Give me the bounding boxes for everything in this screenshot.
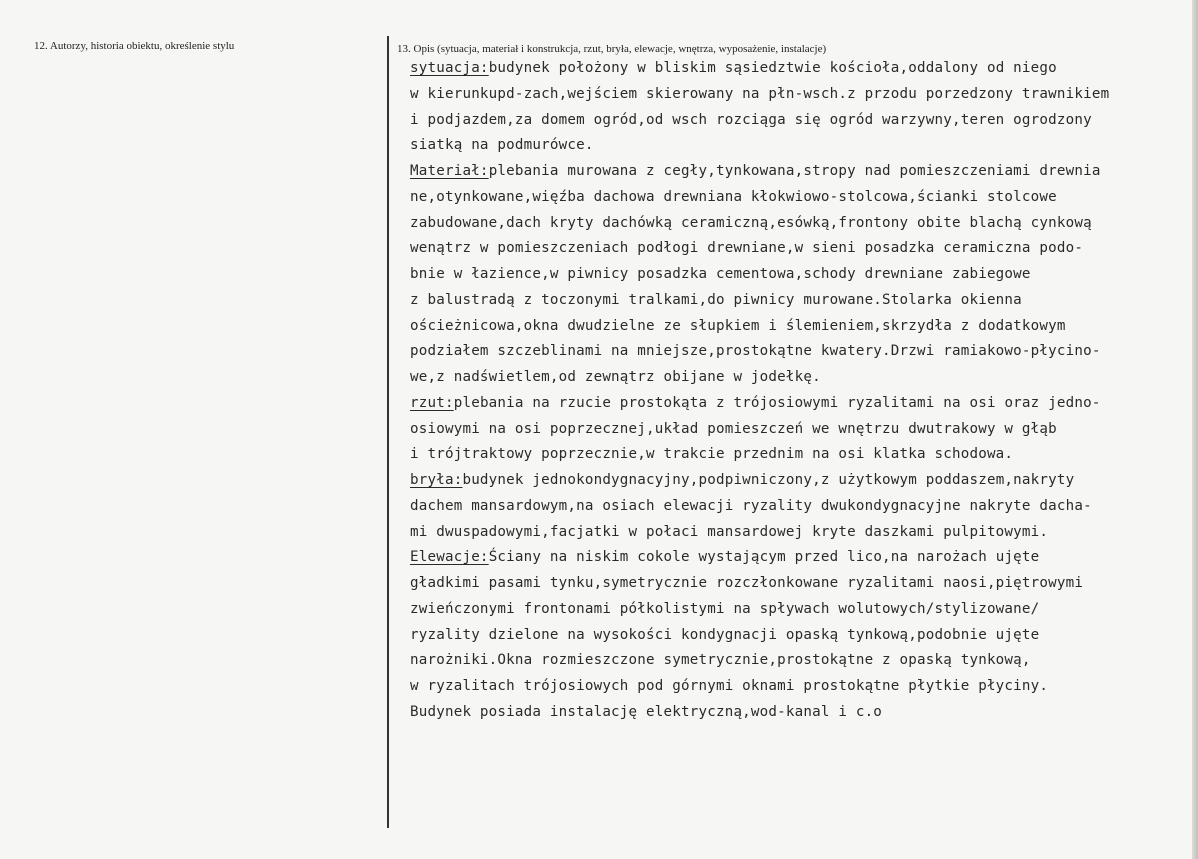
section-label: sytuacja: [410,60,489,76]
typed-line [410,597,1198,623]
line-text: podziałem szczeblinami na mniejsze,prostokątne kwatery.Drzwi ramiakowo-płycino- [410,343,1101,360]
line-text: z balustradą z toczonymi tralkami,do piwnicy murowane.Stolarka okienna [410,291,1022,308]
typed-line [410,442,1198,468]
typed-line [410,648,1198,674]
section-label: Materiał: [410,163,489,179]
typed-line [410,262,1198,288]
typed-line [410,314,1198,340]
typed-line [410,133,1198,159]
line-text: zwieńczonymi frontonami półkolistymi na spływach wolutowych/stylizowane/ [410,600,1040,617]
line-text: i trójtraktowy poprzecznie,w trakcie przednim na osi klatka schodowa. [410,446,1014,463]
typed-line [410,520,1198,546]
typed-line [410,623,1198,649]
typed-line [410,56,1198,82]
line-text: we,z nadświetlem,od zewnątrz obijane w jodełkę. [410,369,821,385]
line-text: gładkimi pasami tynku,symetrycznie rozczłonkowane ryzalitami naosi,piętrowymi [410,575,1084,591]
typed-line [410,339,1198,365]
page-edge [1192,0,1198,859]
typed-line [410,82,1198,108]
line-text: dachem mansardowym,na osiach elewacji ryzality dwukondygnacyjne nakryte dacha- [410,497,1092,514]
line-text: zabudowane,dach kryty dachówką ceramiczną,esówką,frontony obite blachą cynkową [410,214,1092,231]
line-text: mi dwuspadowymi,facjatki w połaci mansardowej kryte daszkami pulpitowymi. [410,523,1049,540]
line-text: w ryzalitach trójosiowych pod górnymi oknami prostokątne płytkie płyciny. [410,678,1049,694]
typed-line [410,494,1198,520]
line-text: plebania na rzucie prostokąta z trójosiowymi ryzalitami na osi oraz jedno- [453,394,1101,411]
line-text: osiowymi na osi poprzecznej,układ pomieszczeń we wnętrzu dwutrakowy w głąb [410,420,1057,437]
typed-line [410,108,1198,134]
typed-line [410,391,1198,417]
line-text: siatką na podmurówce. [410,137,594,154]
line-text: narożniki.Okna rozmieszczone symetrycznie,prostokątne z opaską tynkową, [410,652,1031,669]
field-12-label: 12. Autorzy, historia obiektu, określenie stylu [34,40,235,52]
line-text: bnie w łazience,w piwnicy posadzka cementowa,schody drewniane zabiegowe [410,266,1031,282]
typed-line [410,236,1198,262]
typed-description [410,56,1198,726]
line-text: wenątrz w pomieszczeniach podłogi drewniane,w sieni posadzka ceramiczna podo- [410,240,1084,257]
line-text: budynek położony w bliskim sąsiedztwie kościoła,oddalony od niego [488,60,1057,76]
typed-line [410,468,1198,494]
line-text: i podjazdem,za domem ogród,od wsch rozciąga się ogród warzywny,teren ogrodzony [410,111,1092,128]
typed-line [410,545,1198,571]
column-divider [387,36,389,828]
line-text: ne,otynkowane,więźba dachowa drewniana kłokwiowo-stolcowa,ścianki stolcowe [410,188,1057,205]
typed-line [410,365,1198,391]
typed-line [410,571,1198,597]
line-text: plebania murowana z cegły,tynkowana,stropy nad pomieszczeniami drewnia [488,163,1101,179]
line-text: ryzality dzielone na wysokości kondygnacji opaską tynkową,podobnie ujęte [410,626,1040,643]
section-label: Elewacje: [410,549,489,566]
typed-line [410,288,1198,314]
typed-line [410,674,1198,700]
typed-line [410,211,1198,237]
typed-line [410,185,1198,211]
typed-line [410,159,1198,185]
section-label: bryła: [410,472,463,488]
typed-line [410,417,1198,443]
line-text: Budynek posiada instalację elektryczną,wod-kanal i c.o [410,703,883,720]
line-text: budynek jednokondygnacyjny,podpiwniczony,z użytkowym poddaszem,nakryty [462,472,1075,488]
typed-line [410,700,1198,726]
line-text: Ściany na niskim cokole wystającym przed lico,na narożach ujęte [488,549,1040,566]
line-text: w kierunkupd-zach,wejściem skierowany na płn-wsch.z przodu porzedzony trawnikiem [410,85,1110,102]
line-text: ościeżnicowa,okna dwudzielne ze słupkiem i ślemieniem,skrzydła z dodatkowym [410,317,1066,334]
field-13-label: 13. Opis (sytuacja, materiał i konstrukcja, rzut, bryła, elewacje, wnętrza, wyposażenie, instalacje) [397,43,827,55]
section-label: rzut: [410,394,454,411]
